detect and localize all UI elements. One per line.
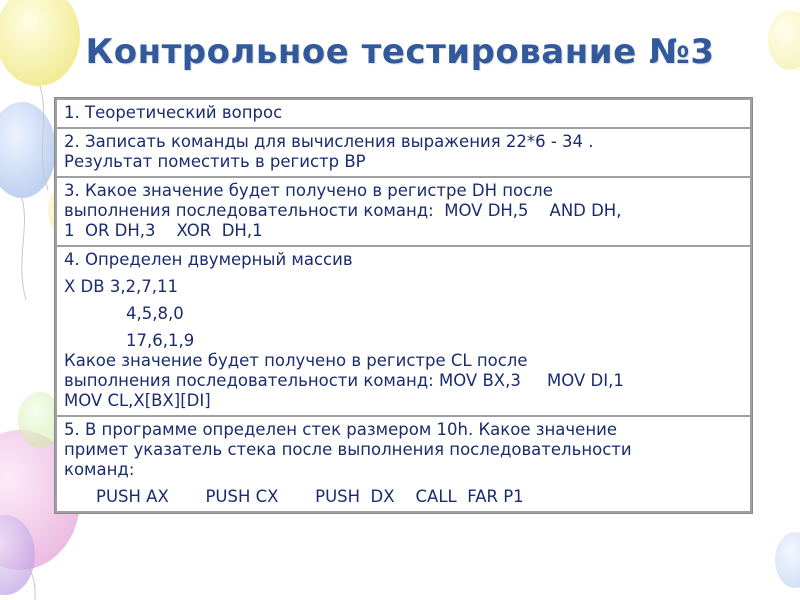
table-row xyxy=(56,416,751,512)
table-row xyxy=(56,177,751,246)
question-4-line-7: MOV CL,X[BX][DI] xyxy=(64,391,211,410)
question-cell-3 xyxy=(56,177,751,246)
question-4-line-4: 17,6,1,9 xyxy=(126,331,195,350)
question-5-line-3: команд: xyxy=(64,460,135,479)
question-5-line-4: PUSH AX PUSH CX PUSH DX CALL FAR P1 xyxy=(96,487,524,506)
question-3-line-3: 1 OR DH,3 XOR DH,1 xyxy=(64,221,263,240)
question-1-text: 1. Теоретический вопрос xyxy=(64,103,283,122)
balloon-blue xyxy=(0,102,56,198)
question-2-line-2: Результат поместить в регистр BP xyxy=(64,152,366,171)
table-row xyxy=(56,246,751,416)
question-4-line-6: выполнения последовательности команд: MOV BX,3 MOV DI,1 xyxy=(64,371,624,390)
question-cell-1 xyxy=(56,99,751,128)
question-5-line-1: 5. В программе определен стек размером 10h. Какое значение xyxy=(64,420,617,439)
question-4-line-1: 4. Определен двумерный массив xyxy=(64,250,353,269)
question-cell-4 xyxy=(56,246,751,416)
questions-table xyxy=(55,98,752,513)
balloon-blue xyxy=(775,532,800,588)
table-row xyxy=(56,99,751,128)
question-3-line-1: 3. Какое значение будет получено в регистре DH после xyxy=(64,181,553,200)
question-cell-2 xyxy=(56,128,751,177)
slide-title: Контрольное тестирование №3 xyxy=(85,32,715,72)
question-3-line-2: выполнения последовательности команд: MOV DH,5 AND DH, xyxy=(64,201,622,220)
question-4-line-2: X DB 3,2,7,11 xyxy=(64,277,179,296)
question-2-line-1: 2. Записать команды для вычисления выражения 22*6 - 34 . xyxy=(64,132,594,151)
question-5-line-2: примет указатель стека после выполнения последовательности xyxy=(64,440,632,459)
table-row xyxy=(56,128,751,177)
question-4-line-3: 4,5,8,0 xyxy=(126,304,184,323)
question-cell-5 xyxy=(56,416,751,512)
question-4-line-5: Какое значение будет получено в регистре CL после xyxy=(64,351,528,370)
